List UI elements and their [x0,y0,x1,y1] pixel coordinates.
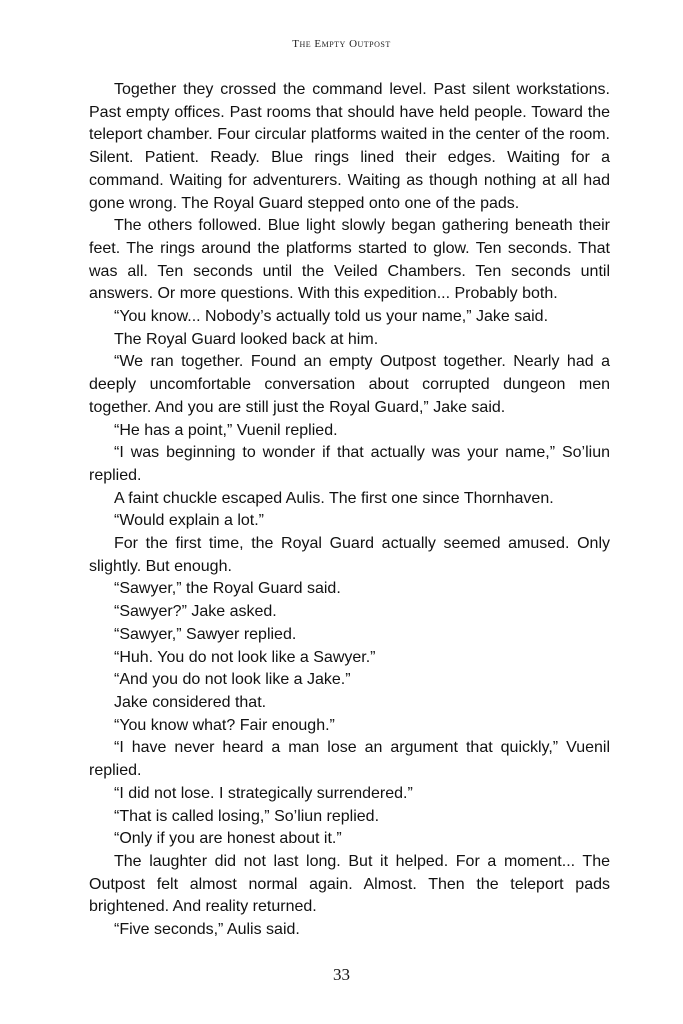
paragraph: “Five seconds,” Aulis said. [114,921,300,939]
paragraph: “You know... Nobody’s actually told us your name,” Jake said. [114,308,549,326]
page-number: 33 [333,965,350,984]
paragraph: “And you do not look like a Jake.” [114,671,351,689]
paragraph: “I was beginning to wonder if that actually was your name,” So’liun replied. [89,444,610,484]
paragraph: Jake considered that. [114,693,267,711]
paragraph: “We ran together. Found an empty Outpost together. Nearly had a deeply uncomfortable conversation about corrupted dungeon men together. And you are still just the Royal Guard,” Jake said. [89,353,610,416]
paragraph: “He has a point,” Vuenil replied. [114,421,338,439]
paragraph: “That is called losing,” So’liun replied. [114,807,380,825]
paragraph: “Huh. You do not look like a Sawyer.” [114,648,376,666]
paragraph: “Sawyer?” Jake asked. [114,603,277,621]
paragraph: “Would explain a lot.” [114,512,264,530]
paragraph: For the first time, the Royal Guard actually seemed amused. Only slightly. But enough. [89,535,610,575]
running-head: The Empty Outpost [292,38,391,50]
paragraph: The others followed. Blue light slowly began gathering beneath their feet. The rings around the platforms started to glow. Ten seconds. That was all. Ten seconds until the Veiled Chambers. Ten seconds until answers. Or more questions. With this expedition... Probably both. [89,217,610,303]
paragraph: The Royal Guard looked back at him. [114,330,379,348]
paragraph: “Only if you are honest about it.” [114,830,342,848]
paragraph: “I did not lose. I strategically surrendered.” [114,784,413,802]
paragraph: The laughter did not last long. But it helped. For a moment... The Outpost felt almost normal again. Almost. Then the teleport pads brightened. And reality returned. [89,852,610,916]
body-text [89,79,610,942]
paragraph: “I have never heard a man lose an argument that quickly,” Vuenil replied. [89,739,610,780]
paragraph: Together they crossed the command level. Past silent workstations. Past empty offices. Past rooms that should have held people. Toward the teleport chamber. Four circular platforms waited in the center of the room. Silent. Patient. Ready. Blue rings lined their edges. Waiting for a command. Waiting for adventurers. Waiting as though nothing at all had gone wrong. The Royal Guard stepped onto one of the pads. [89,81,610,212]
paragraph: “Sawyer,” Sawyer replied. [114,625,297,643]
paragraph: A faint chuckle escaped Aulis. The first one since Thornhaven. [114,489,554,507]
paragraph: “Sawyer,” the Royal Guard said. [114,580,341,598]
paragraph: “You know what? Fair enough.” [114,716,335,734]
